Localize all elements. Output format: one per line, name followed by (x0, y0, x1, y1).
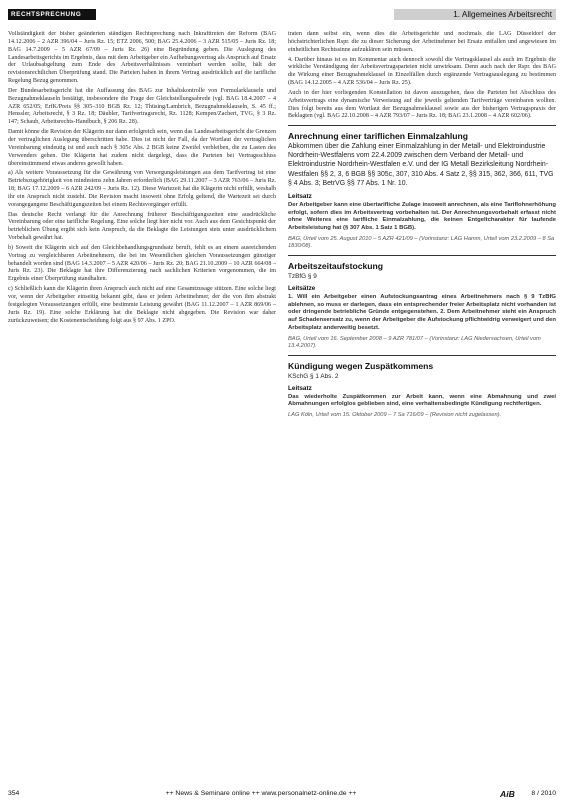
section-heading: Arbeitszeitaufstockung (288, 260, 384, 271)
decision-section-arbeitszeit (288, 255, 556, 351)
decision-section-kuendigung (288, 355, 556, 420)
body-paragraph: Auch in der hier vorliegenden Konstellation ist davon auszugehen, dass die Parteien bei Abschluss des Arbeitsvertrags eine dynamische Verweisung auf die jeweils geltenden Tarifverträge vereinbaren wollten. Dies folgt bereits aus dem Wortlaut der Bezugnahmeklausel sowie aus der bisherigen Vertragspraxis der Beklagten (vgl. BAG 22.10.2008 – 4 AZR 793/07 – Juris Rz. 18; BAG 23.1.2008 – 4 AZR 602/06). (288, 89, 556, 120)
body-paragraph: a) Als weitere Voraussetzung für die Gewährung von Versorgungsleistungen aus dem Tarifvertrag ist eine Betriebszugehörigkeit von mindestens zehn Jahren erforderlich (BAG 29.11.2007 – 3 AZR 763/06 – Juris Rz. 18; BAG 17.12.2009 – 6 AZR 242/09 – Juris Rz. 12). Diese Wartezeit hat die Klägerin nicht erfüllt, weshalb ihr ein Anspruch nicht zusteht. Die Revision macht insoweit ohne Erfolg geltend, die Wartezeit sei durch vorangegangene Beschäftigungszeiten bei einem Rechtsvorgänger erfüllt. (8, 170, 276, 208)
section-heading: Anrechnung einer tariflichen Einmalzahlung (288, 131, 469, 142)
leitsatz-heading: Leitsätze (288, 284, 316, 292)
body-paragraph: 4. Darüber hinaus ist es im Kommentar auch dennoch sowohl die Vertragsklausel als auch im Ergebnis die wirkliche Verständigung der Arbeitsvertragsparteien nicht unwirksam. Denn auch nach der Rspr. des BAG die Wirkung einer Bezugnahmeklausel in Einzelfällen durch ergänzende Vertragsauslegung zu bestimmen (BAG 14.12.2005 – 4 AZR 536/04 – Juris Rz. 25). (288, 56, 556, 87)
body-paragraph: b) Soweit die Klägerin sich auf den Gleichbehandlungsgrundsatz beruft, fehlt es an einem ausreichenden Vortrag zu vergleichbaren Arbeitnehmern, die bei im Wesentlichen gleichen Voraussetzungen günstiger behandelt worden sind (BAG 14.3.2007 – 5 AZR 420/06 – Juris Rz. 20; BAG 21.10.2009 – 10 AZR 664/08 – Juris Rz. 23). Die Beklagte hat ihre Differenzierung nach sachlichen Kriterien vorgenommen, die im Ergebnis einer Überprüfung standhalten. (8, 244, 276, 283)
section-heading: Kündigung wegen Zuspätkommens (288, 360, 434, 371)
section-lead: Abkommen über die Zahlung einer Einmalzahlung in der Metall- und Elektroindustrie Nordrhein-Westfalens vom 22.4.2009 zwischen dem Verband der Metall- und Elektroindustrie Nordrhein-Westfalen e.V. und der IG Metall Bezirksleitung Nordrhein-Westfalen §§ 2, 3, 6 BGB §§ 305c, 307, 310 Abs. 4 Satz 2, §§ 315, 362, 366, 611, TVG § 4 Abs. 3; BetrVG §§ 77 Abs. 1 Nr. 10. (288, 143, 554, 187)
body-paragraph: Vollständigkeit der bisher geänderten ständigen Rechtsprechung nach Inkrafttreten der Reform (BAG 14.12.2006 – 2 AZR 396/04 – Juris Rz. 15; ETZ 2006, 500; BAG 25.4.2006 – 3 AZR 515/05 – Juris Rz. 18; BAG 14.7.2009 – 5 AZR 67/09 – Juris Rz. 26) eine Begründung geben. Die Auslegung des Landesarbeitsgerichts im Ergebnis, dass mit dem Arbeitgeber ein Aufhebungsvertrag als Anspruch auf Ersatz der Urlaubsabgeltung zum Ende des Arbeitsverhältnisses vereinbart werden sollte, hält der revisionsrechtlichen Überprüfung stand. Die Parteien haben in ihrem Vertrag ausdrücklich auf die tarifliche Regelung Bezug genommen. (8, 31, 276, 85)
left-column (8, 31, 276, 779)
issue-number: 8 / 2010 (531, 790, 556, 797)
page-number: 354 (8, 790, 20, 797)
leitsatz-heading: Leitsatz (288, 384, 312, 392)
running-header (8, 9, 556, 20)
section-title: 1. Allgemeines Arbeitsrecht (394, 9, 556, 20)
decision-source: BAG, Urteil vom 16. September 2008 – 9 AZR 781/07 – (Vorinstanz: LAG Niedersachsen, Urteil vom 13.4.2007). (288, 335, 541, 350)
body-paragraph: Damit könne die Revision der Klägerin nur dann erfolgreich sein, wenn das Landesarbeitsgericht die Grenzen der vertraglichen Auslegung überschritten habe. Dies ist nicht der Fall, da der Wortlaut der vertraglichen Vereinbarung eindeutig ist und auch nach § 305c Abs. 2 BGB keine Zweifel verbleiben, die zu Lasten des Verwenders gehen. Die Klägerin hat zudem nicht dargelegt, dass die Parteien bei Vertragsschluss übereinstimmend etwas anderes gewollt haben. (8, 129, 276, 167)
page-footer (8, 789, 556, 799)
section-divider (288, 125, 556, 126)
body-paragraph: Das deutsche Recht verlangt für die Anrechnung früherer Beschäftigungszeiten eine ausdrückliche Vereinbarung oder eine tarifliche Regelung. Eine solche liegt hier nicht vor. Auch aus dem Gesichtspunkt der betrieblichen Übung ergibt sich kein Anspruch, da die Beklagte die Leistungen stets unter ausdrücklichem Vorbehalt gewährt hat. (8, 211, 276, 242)
section-statute: KSchG § 1 Abs. 2 (288, 372, 339, 380)
body-paragraph: traten dann selbst ein, wenn dies die Arbeitsgerichte und nochmals die LAG Düsseldorf der höchstrichterlichen Rspr. die zu dieser Sicherung der Arbeitnehmer bei Ersatz entfallen und angewiesen im einheitlichen Rechtssinne aufzuklären sein müssen. (288, 31, 556, 53)
leitsatz-text: Der Arbeitgeber kann eine übertarifliche Zulage insoweit anrechnen, als eine Tariflohnerhöhung erfolgt, sofern dies im Arbeitsvertrag vorbehalten ist. Der Anrechnungsvorbehalt erfasst nicht ohne Weiteres eine tarifliche Einmalzahlung, die keinen Entgeltcharakter für laufende Arbeitsleistung hat (§ 307 Abs. 1 Satz 1 BGB). (288, 201, 556, 232)
decision-section-anrechnung (288, 125, 556, 250)
body-paragraph: c) Schließlich kann die Klägerin ihren Anspruch auch nicht auf eine Gesamtzusage stützen. Eine solche liegt vor, wenn der Arbeitgeber einseitig bekannt gibt, dass er jedem Arbeitnehmer, der die von ihm abstrakt festgelegten Voraussetzungen erfüllt, eine bestimmte Leistung gewährt (BAG 11.12.2007 – 1 AZR 869/06 – Juris Rz. 19). Eine solche Erklärung hat die Beklagte nicht abgegeben. Die Revision war daher zurückzuweisen; die Kostenentscheidung folgt aus § 97 Abs. 1 ZPO. (8, 286, 276, 324)
section-tag: RECHTSPRECHUNG (8, 9, 96, 20)
leitsatz-heading: Leitsatz (288, 192, 312, 200)
section-divider (288, 355, 556, 356)
section-statute: TzBfG § 9 (288, 272, 317, 280)
leitsatz-text: Das wiederholte Zuspätkommen zur Arbeit kann, wenn eine Abmahnung und zwei Abmahnungen erfolglos geblieben sind, eine verhaltensbedingte Kündigung rechtfertigen. (288, 393, 556, 408)
body-paragraph: Der Bundesarbeitsgericht hat die Auffassung des BAG zur Inhaltskontrolle von Formularklauseln und Bezugnahmeklauseln bestätigt, insbesondere die Frage der Gleichstellungsabrede (vgl. BAG 18.4.2007 – 4 AZR 652/05; ErfK/Preis §§ 305–310 BGB Rz. 12; Thüsing/Lambrich, Bezugnahmeklauseln, S. 45 ff.; Henssler, Arbeitsrecht, § 3 Rz. 18; Däubler, Tarifvertragsrecht, Rz. 1128; Kempen/Zachert, TVG, § 3 Rz. 147; Schaub, Arbeitsrechts-Handbuch, § 206 Rz. 28). (8, 87, 276, 126)
decision-source: BAG, Urteil vom 25. August 2010 – 5 AZR 421/09 – (Vorinstanz: LAG Hamm, Urteil vom 23.2.2009 – 8 Sa 1830/08). (288, 235, 555, 250)
decision-source: LAG Köln, Urteil vom 15. Oktober 2009 – 7 Sa 716/09 – (Revision nicht zugelassen). (288, 412, 502, 419)
publisher-logo: AiB (500, 789, 515, 799)
leitsatz-text: 1. Will ein Arbeitgeber einen Aufstockungsantrag eines Arbeitnehmers nach § 9 TzBfG ablehnen, so muss er darlegen, dass ein entsprechender freier Arbeitsplatz nicht vorhanden ist oder dringende betriebliche Gründe entgegenstehen. 2. Dem Arbeitnehmer steht ein Anspruch auf Schadensersatz zu, wenn der Arbeitgeber die Aufstockung pflichtwidrig verweigert und den Arbeitsplatz anderweitig besetzt. (288, 293, 556, 331)
footer-ad-link[interactable]: ++ News & Seminare online ++ www.personalnetz-online.de ++ (165, 790, 357, 797)
section-divider (288, 255, 556, 256)
right-column (288, 31, 556, 779)
